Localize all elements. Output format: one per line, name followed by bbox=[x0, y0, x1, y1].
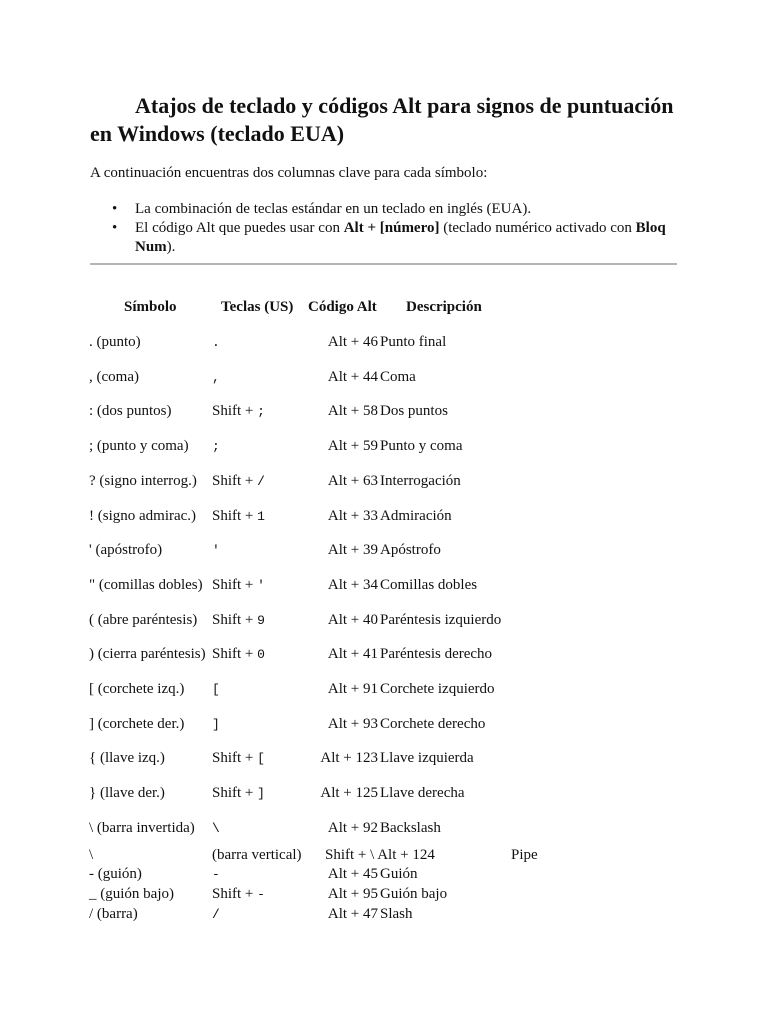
cell-alt-code: Alt + 41 bbox=[327, 646, 378, 663]
key-modifier: Shift + bbox=[212, 576, 258, 593]
cell-description: Corchete derecho bbox=[380, 715, 486, 732]
key-glyph: [ bbox=[257, 751, 265, 767]
cell-keys bbox=[212, 645, 265, 664]
cell-symbol: _ (guión bajo) bbox=[89, 886, 174, 902]
cell-keys bbox=[212, 472, 265, 491]
cell-description: Dos puntos bbox=[380, 403, 448, 420]
cell-description: Paréntesis derecho bbox=[380, 646, 493, 663]
key-glyph: ] bbox=[212, 716, 220, 732]
cell-keys bbox=[212, 680, 220, 699]
cell-keys bbox=[212, 784, 265, 803]
cell-keys bbox=[212, 905, 220, 924]
cell-alt-code: Alt + 47 bbox=[327, 906, 378, 922]
cell-symbol: ' (apóstrofo) bbox=[89, 542, 163, 559]
cell-description: Llave derecha bbox=[380, 785, 465, 802]
header-keys: Teclas (US) bbox=[221, 299, 294, 315]
key-glyph: [ bbox=[212, 682, 220, 697]
cell-alt-code: Shift + \ Alt + 124 bbox=[325, 847, 435, 863]
cell-alt-code: Alt + 125 bbox=[320, 785, 378, 802]
cell-alt-code: Alt + 40 bbox=[327, 611, 378, 628]
cell-keys bbox=[212, 541, 220, 560]
key-glyph: - bbox=[212, 867, 220, 882]
bold-text: Alt + [número] bbox=[343, 220, 440, 236]
key-glyph: 1 bbox=[257, 508, 265, 524]
cell-description: Llave izquierda bbox=[380, 750, 474, 767]
key-modifier: Shift + bbox=[212, 785, 258, 802]
cell-symbol: - (guión) bbox=[89, 866, 142, 882]
cell-keys bbox=[212, 368, 220, 387]
cell-symbol: { (llave izq.) bbox=[89, 750, 165, 767]
cell-symbol: } (llave der.) bbox=[89, 785, 165, 802]
cell-description: Apóstrofo bbox=[380, 542, 441, 559]
bullet-list bbox=[90, 200, 680, 257]
cell-symbol: : (dos puntos) bbox=[89, 403, 172, 420]
key-modifier: Shift + bbox=[212, 646, 258, 663]
key-modifier: Shift + bbox=[212, 507, 258, 524]
cell-description: Paréntesis izquierdo bbox=[380, 611, 502, 628]
cell-symbol: ; (punto y coma) bbox=[89, 438, 189, 455]
bullet-item bbox=[90, 200, 680, 219]
header-symbol: Símbolo bbox=[124, 299, 177, 315]
cell-symbol: ( (abre paréntesis) bbox=[89, 611, 198, 628]
cell-alt-code: Alt + 33 bbox=[327, 507, 378, 524]
cell-keys bbox=[212, 576, 265, 595]
cell-alt-code: Alt + 92 bbox=[327, 819, 378, 836]
cell-alt-code: Alt + 44 bbox=[327, 368, 378, 385]
cell-keys bbox=[212, 437, 220, 456]
page-title: Atajos de teclado y códigos Alt para signos de puntuación en Windows (teclado EUA) bbox=[90, 93, 674, 146]
cell-keys bbox=[212, 402, 265, 421]
cell-description: Guión bbox=[380, 866, 418, 882]
cell-description: Corchete izquierdo bbox=[380, 681, 495, 697]
intro-text: A continuación encuentras dos columnas clave para cada símbolo: bbox=[90, 165, 488, 181]
cell-alt-code: Alt + 91 bbox=[327, 681, 378, 697]
cell-keys bbox=[212, 749, 265, 768]
cell-alt-code: Alt + 95 bbox=[327, 886, 378, 902]
key-glyph: ' bbox=[212, 543, 220, 559]
key-glyph: . bbox=[212, 335, 220, 350]
cell-keys bbox=[212, 885, 265, 904]
cell-symbol: \ bbox=[89, 847, 94, 863]
key-glyph: 0 bbox=[257, 647, 265, 663]
key-modifier: Shift + bbox=[212, 472, 258, 489]
cell-symbol: ] (corchete der.) bbox=[89, 715, 185, 732]
cell-symbol: \ (barra invertida) bbox=[89, 819, 195, 836]
cell-symbol: " (comillas dobles) bbox=[89, 576, 203, 593]
cell-symbol: / (barra) bbox=[89, 906, 138, 922]
cell-symbol: ? (signo interrog.) bbox=[89, 472, 197, 489]
cell-description: Backslash bbox=[380, 819, 441, 836]
key-modifier: Shift + bbox=[212, 886, 258, 902]
bold-text: Bloq Num bbox=[135, 220, 666, 255]
cell-alt-code: Alt + 39 bbox=[327, 542, 378, 559]
key-glyph: ; bbox=[257, 404, 265, 420]
cell-keys: (barra vertical) bbox=[212, 847, 302, 863]
key-glyph: / bbox=[257, 473, 265, 489]
cell-keys bbox=[212, 715, 220, 734]
cell-alt-code: Alt + 58 bbox=[327, 403, 378, 420]
cell-description: Guión bajo bbox=[380, 886, 448, 902]
cell-description: Admiración bbox=[380, 507, 452, 524]
bullet-text: La combinación de teclas estándar en un teclado en inglés (EUA). bbox=[135, 201, 532, 217]
bullet-text: El código Alt que puedes usar con bbox=[135, 220, 344, 236]
key-glyph: ; bbox=[212, 439, 220, 455]
key-glyph: \ bbox=[212, 820, 220, 836]
cell-alt-code: Alt + 45 bbox=[327, 866, 378, 882]
key-glyph: , bbox=[212, 369, 220, 385]
cell-symbol: ) (cierra paréntesis) bbox=[89, 646, 206, 663]
key-modifier: Shift + bbox=[212, 750, 258, 767]
header-alt-code: Código Alt bbox=[308, 299, 377, 315]
cell-symbol: ! (signo admirac.) bbox=[89, 507, 197, 524]
section-divider bbox=[90, 263, 677, 265]
cell-description: Pipe bbox=[511, 847, 538, 863]
cell-alt-code: Alt + 123 bbox=[320, 750, 378, 767]
cell-description: Slash bbox=[380, 906, 413, 922]
key-glyph: ' bbox=[257, 577, 265, 593]
key-glyph: ] bbox=[257, 786, 265, 802]
cell-alt-code: Alt + 46 bbox=[327, 334, 378, 350]
cell-keys bbox=[212, 819, 220, 838]
cell-description: Comillas dobles bbox=[380, 576, 478, 593]
cell-keys bbox=[212, 611, 265, 630]
cell-alt-code: Alt + 34 bbox=[327, 576, 378, 593]
key-glyph: 9 bbox=[257, 612, 265, 628]
bullet-item bbox=[90, 219, 680, 257]
key-modifier: Shift + bbox=[212, 403, 258, 420]
key-glyph: / bbox=[212, 907, 220, 922]
key-modifier: Shift + bbox=[212, 611, 258, 628]
cell-description: Punto final bbox=[380, 334, 447, 350]
bullet-text: ). bbox=[166, 239, 176, 255]
cell-keys bbox=[212, 333, 220, 352]
cell-symbol: , (coma) bbox=[89, 368, 139, 385]
cell-alt-code: Alt + 63 bbox=[327, 472, 378, 489]
cell-alt-code: Alt + 59 bbox=[327, 438, 378, 455]
cell-description: Coma bbox=[380, 368, 416, 385]
header-description: Descripción bbox=[406, 299, 482, 315]
bullet-text: (teclado numérico activado con bbox=[439, 220, 636, 236]
cell-description: Interrogación bbox=[380, 472, 461, 489]
cell-description: Punto y coma bbox=[380, 438, 463, 455]
key-glyph: - bbox=[257, 887, 265, 902]
cell-symbol: . (punto) bbox=[89, 334, 141, 350]
cell-keys bbox=[212, 865, 220, 884]
cell-alt-code: Alt + 93 bbox=[327, 715, 378, 732]
cell-keys bbox=[212, 507, 265, 526]
cell-symbol: [ (corchete izq.) bbox=[89, 681, 185, 697]
